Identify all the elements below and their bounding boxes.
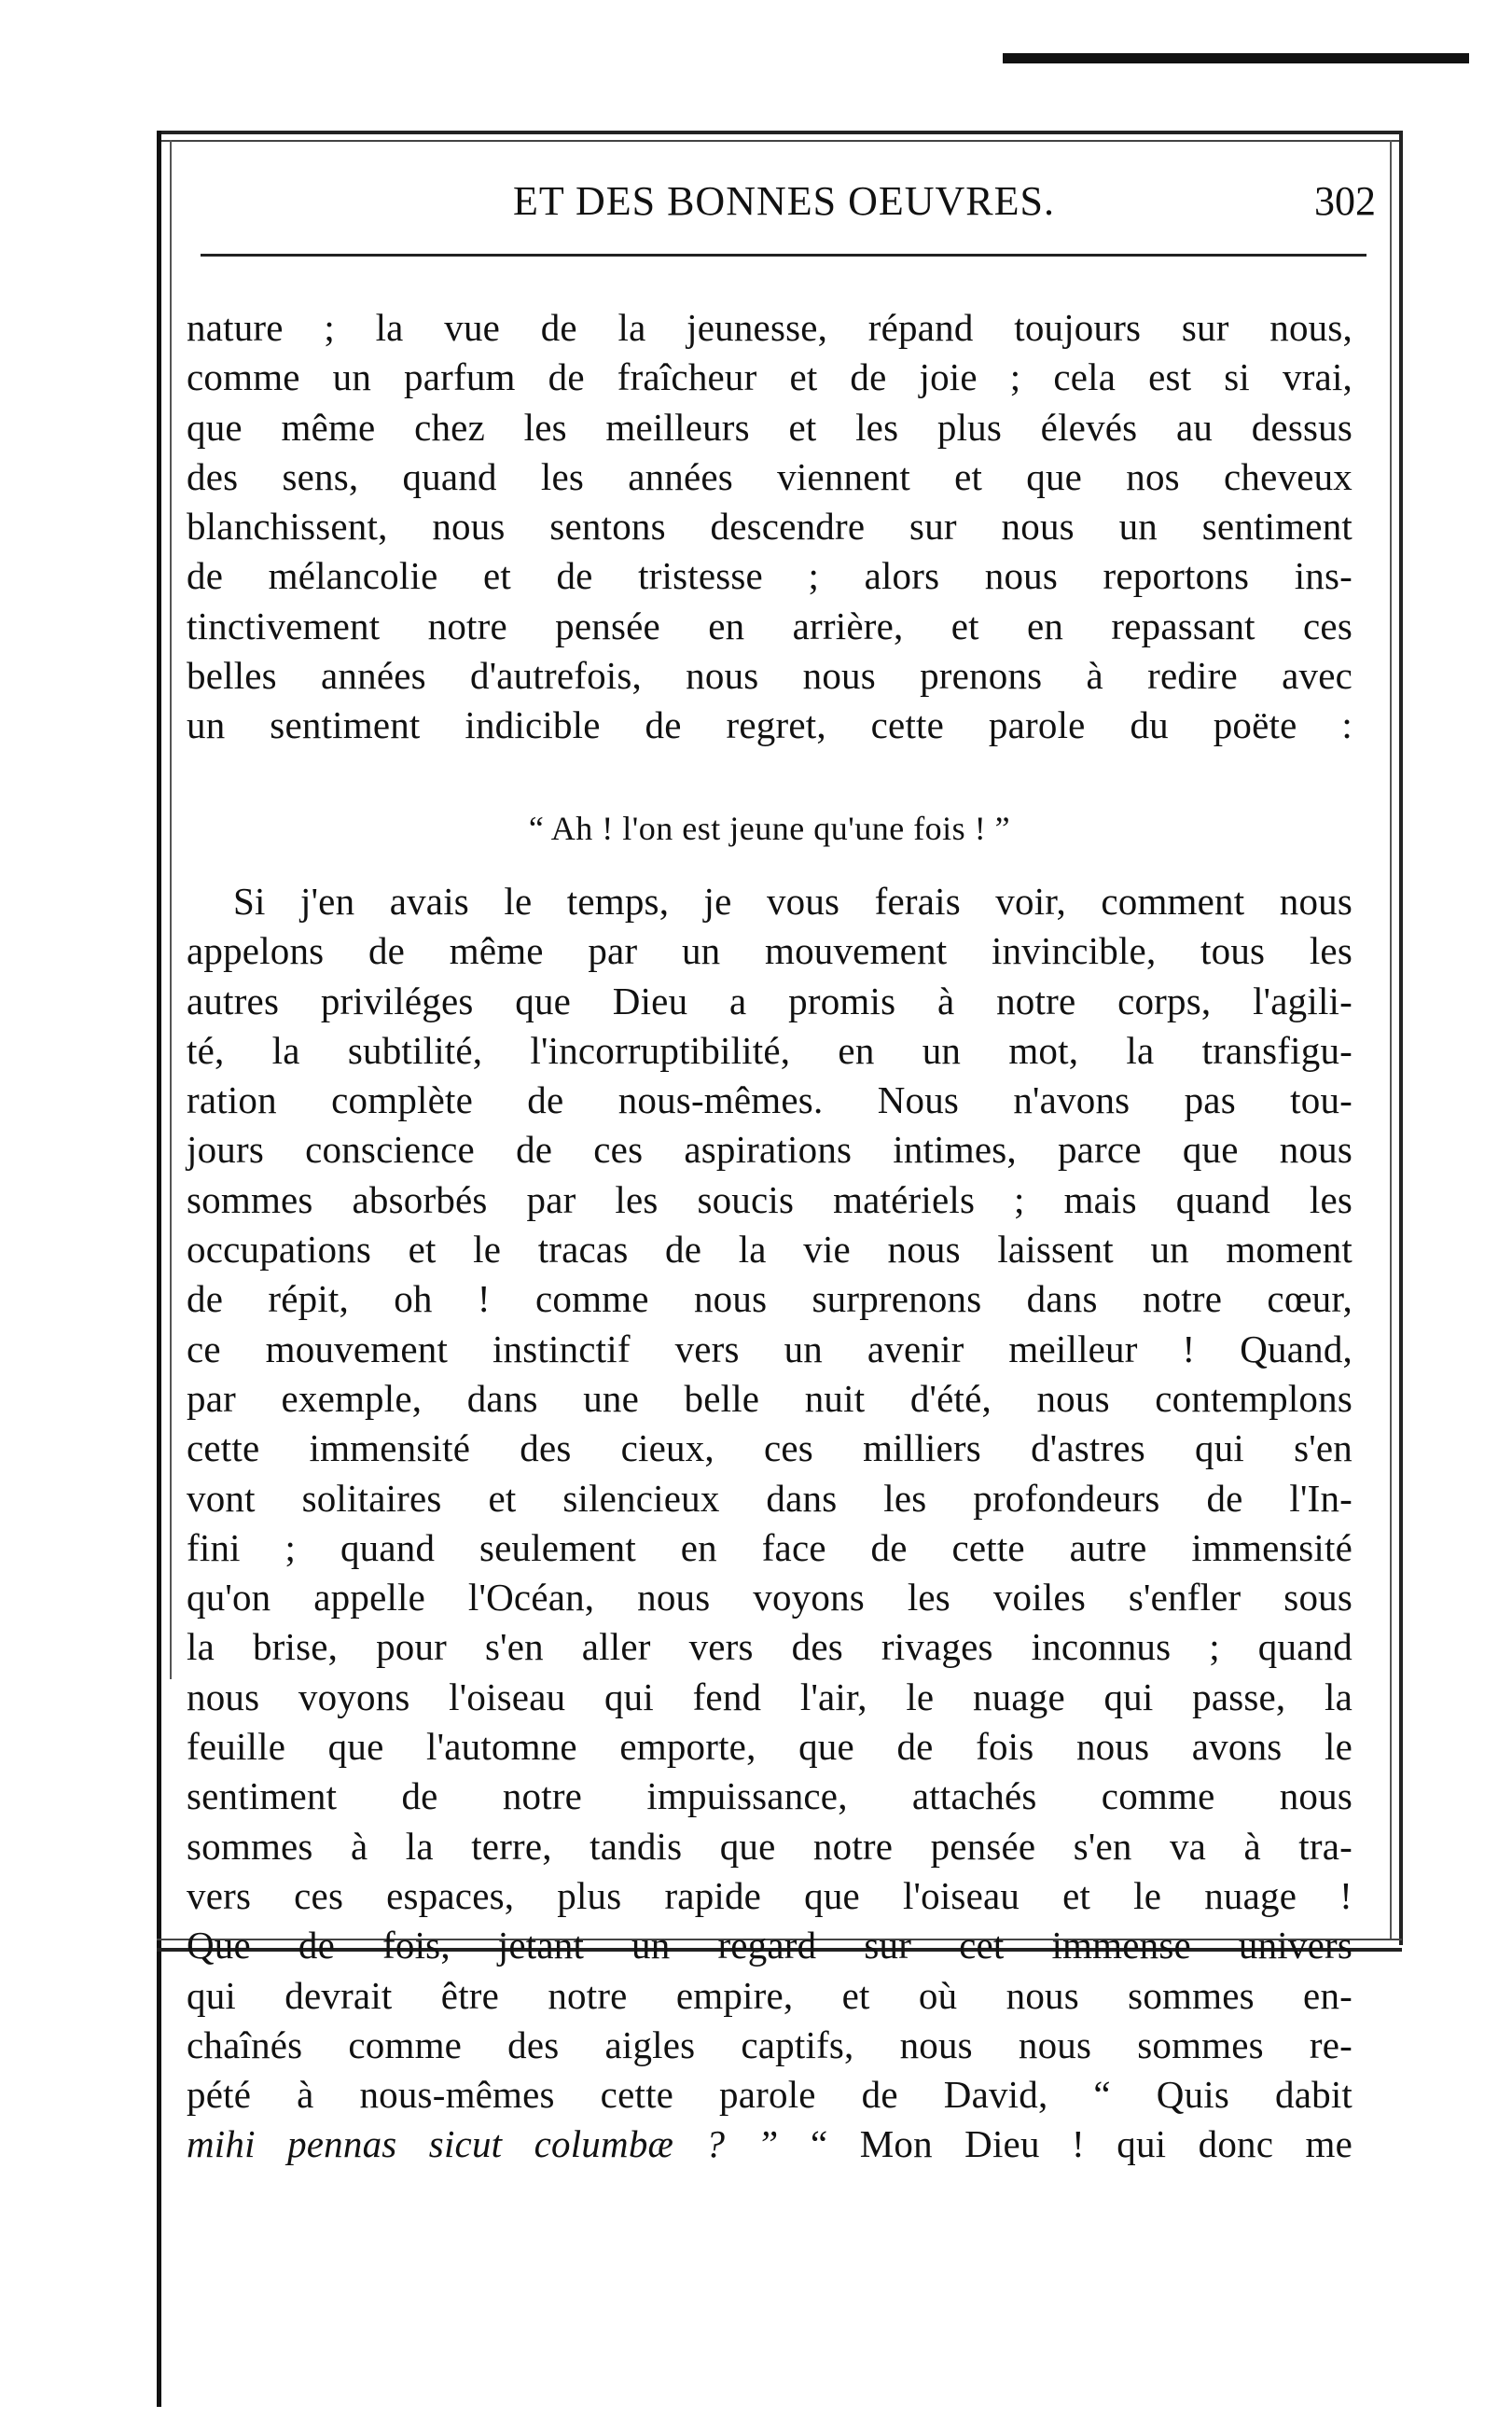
text-line: feuille que l'automne emporte, que de fois nous avons le [187,1725,1352,1769]
running-head [187,177,1385,233]
frame-left-inner-rule [170,140,172,1679]
text-line: té, la subtilité, l'incorruptibilité, en un mot, la transfigu- [187,1028,1352,1072]
frame-right-rule [1399,131,1403,1945]
text-line: sommes absorbés par les soucis matériels ; mais quand les [187,1177,1352,1221]
decorative-top-bar [1003,53,1469,63]
text-line: de mélancolie et de tristesse ; alors nous reportons ins- [187,554,1352,598]
frame-top-rule [157,131,1402,134]
text-line: qui devrait être notre empire, et où nous sommes en- [187,1973,1352,2017]
frame-right-inner-rule [1390,140,1392,1940]
text-line: ce mouvement instinctif vers un avenir meilleur ! Quand, [187,1327,1352,1370]
text-line: pété à nous-mêmes cette parole de David, “ Quis dabit [187,2073,1352,2117]
text-line: chaînés comme des aigles captifs, nous nous sommes re- [187,2023,1352,2066]
text-line: belles années d'autrefois, nous nous prenons à redire avec [187,654,1352,698]
header-rule [201,254,1366,257]
text-line: sommes à la terre, tandis que notre pensée s'en va à tra- [187,1824,1352,1868]
text-line: Que de fois, jetant un regard sur cet immense univers [187,1924,1352,1967]
text-line: de répit, oh ! comme nous surprenons dans notre cœur, [187,1277,1352,1321]
text-line: nous voyons l'oiseau qui fend l'air, le nuage qui passe, la [187,1675,1352,1718]
text-line: tinctivement notre pensée en arrière, et en repassant ces [187,604,1352,647]
text-line: nature ; la vue de la jeunesse, répand toujours sur nous, [187,306,1352,349]
text-line: des sens, quand les années viennent et que nos cheveux [187,454,1352,498]
paragraph-2 [187,877,1352,2170]
text-line: occupations et le tracas de la vie nous laissent un moment [187,1228,1352,1272]
text-line-last [187,2120,1352,2169]
text-line: sentiment de notre impuissance, attachés comme nous [187,1774,1352,1818]
text-line: ration complète de nous-mêmes. Nous n'avons pas tou- [187,1078,1352,1122]
text-line: comme un parfum de fraîcheur et de joie ; cela est si vrai, [187,355,1352,399]
frame-top-inner-rule [157,140,1402,142]
text-line: par exemple, dans une belle nuit d'été, nous contemplons [187,1376,1352,1420]
text-line: autres priviléges que Dieu a promis à notre corps, l'agili- [187,979,1352,1022]
text-line: un sentiment indicible de regret, cette parole du poëte : [187,703,1352,747]
text-line: cette immensité des cieux, ces milliers d'astres qui s'en [187,1426,1352,1470]
running-title: ET DES BONNES OEUVRES. [513,178,1056,224]
text-line: qu'on appelle l'Océan, nous voyons les voiles s'enfler sous [187,1576,1352,1620]
text-line: que même chez les meilleurs et les plus élevés au dessus [187,405,1352,449]
paragraph-1 [187,303,1352,751]
page-number: 302 [1314,178,1376,224]
frame-left-rule [157,131,161,2407]
text-line: la brise, pour s'en aller vers des rivages inconnus ; quand [187,1625,1352,1669]
text-line: jours conscience de ces aspirations intimes, parce que nous [187,1128,1352,1172]
text-line: fini ; quand seulement en face de cette autre immensité [187,1525,1352,1569]
text-line: blanchissent, nous sentons descendre sur nous un sentiment [187,505,1352,549]
text-line: appelons de même par un mouvement invincible, tous les [187,929,1352,973]
latin-quote: mihi pennas sicut columbæ ? ” [187,2122,779,2166]
poet-quote: “ Ah ! l'on est jeune qu'une fois ! ” [528,810,1011,847]
text-line: vers ces espaces, plus rapide que l'oiseau et le nuage ! [187,1873,1352,1917]
text-line: vont solitaires et silencieux dans les profondeurs de l'In- [187,1476,1352,1520]
text-line: Si j'en avais le temps, je vous ferais voir, comment nous [233,880,1352,923]
text-line-last-rest: “ Mon Dieu ! qui donc me [810,2122,1353,2166]
